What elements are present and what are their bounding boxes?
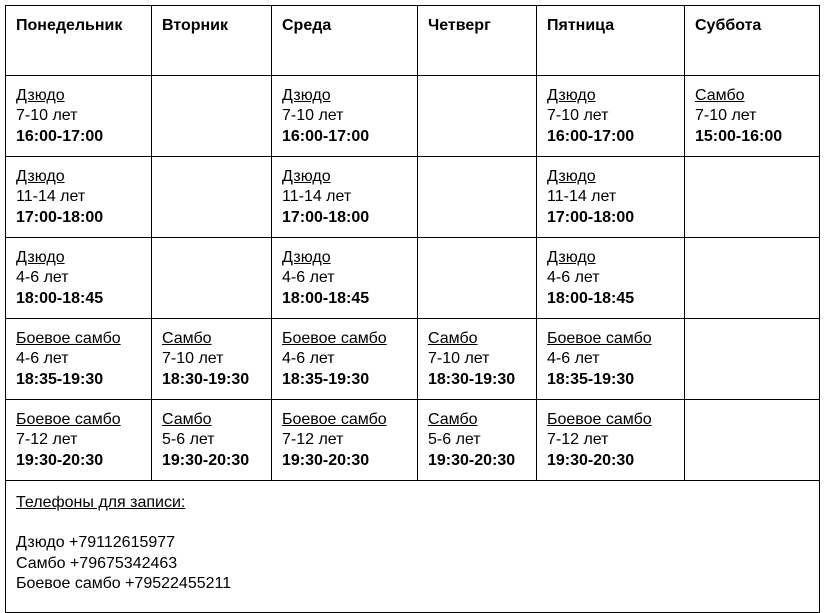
class-sport: Боевое самбо [547, 330, 652, 347]
day-header-monday: Понедельник [6, 6, 152, 76]
class-time: 19:30-20:30 [428, 451, 516, 469]
class-cell [537, 238, 685, 319]
class-age-group: 5-6 лет [162, 431, 215, 449]
class-cell [272, 157, 418, 238]
empty-cell [685, 157, 820, 238]
phones-title: Телефоны для записи: [16, 494, 186, 511]
class-time: 17:00-18:00 [547, 208, 635, 226]
class-sport: Дзюдо [547, 249, 596, 266]
class-time: 16:00-17:00 [16, 127, 104, 145]
class-time: 18:30-19:30 [428, 370, 516, 388]
class-cell [272, 238, 418, 319]
class-sport: Самбо [428, 411, 478, 428]
schedule-table [5, 5, 820, 613]
class-cell [272, 76, 418, 157]
empty-cell [685, 238, 820, 319]
empty-cell [418, 238, 537, 319]
class-age-group: 7-12 лет [547, 431, 609, 449]
class-cell [152, 400, 272, 481]
class-cell [6, 76, 152, 157]
class-sport: Дзюдо [282, 87, 331, 104]
class-time: 19:30-20:30 [547, 451, 635, 469]
class-age-group: 5-6 лет [428, 431, 481, 449]
class-sport: Дзюдо [16, 249, 65, 266]
class-age-group: 7-10 лет [282, 107, 344, 125]
class-sport: Самбо [162, 330, 212, 347]
class-age-group: 4-6 лет [547, 350, 600, 368]
class-sport: Самбо [162, 411, 212, 428]
class-cell [272, 400, 418, 481]
class-time: 18:30-19:30 [162, 370, 250, 388]
class-age-group: 7-10 лет [162, 350, 224, 368]
class-sport: Дзюдо [282, 249, 331, 266]
phone-combat-sambo: Боевое самбо +79522455211 [16, 574, 232, 592]
class-sport: Дзюдо [16, 168, 65, 185]
class-age-group: 4-6 лет [282, 269, 335, 287]
header-row [6, 6, 820, 76]
day-header-tuesday: Вторник [152, 6, 272, 76]
class-cell [418, 319, 537, 400]
class-cell [6, 238, 152, 319]
contact-phones [6, 481, 820, 613]
class-age-group: 11-14 лет [282, 188, 352, 206]
schedule-row [6, 157, 820, 238]
empty-cell [685, 400, 820, 481]
class-sport: Боевое самбо [16, 411, 121, 428]
class-sport: Дзюдо [547, 87, 596, 104]
class-cell [537, 76, 685, 157]
empty-cell [152, 238, 272, 319]
footer-row [6, 481, 820, 613]
class-age-group: 7-12 лет [16, 431, 78, 449]
class-cell [272, 319, 418, 400]
class-time: 18:35-19:30 [282, 370, 370, 388]
class-cell [6, 319, 152, 400]
schedule-body [6, 76, 820, 481]
empty-cell [152, 157, 272, 238]
class-time: 18:00-18:45 [282, 289, 370, 307]
spacer [16, 513, 813, 533]
day-header-friday: Пятница [537, 6, 685, 76]
class-cell [537, 400, 685, 481]
schedule-row [6, 76, 820, 157]
class-age-group: 7-10 лет [428, 350, 490, 368]
class-sport: Боевое самбо [282, 330, 387, 347]
phone-sambo: Самбо +79675342463 [16, 554, 178, 572]
class-time: 19:30-20:30 [282, 451, 370, 469]
class-time: 18:35-19:30 [16, 370, 104, 388]
class-sport: Боевое самбо [16, 330, 121, 347]
class-sport: Боевое самбо [547, 411, 652, 428]
class-age-group: 7-10 лет [695, 107, 757, 125]
class-age-group: 11-14 лет [547, 188, 617, 206]
schedule-row [6, 400, 820, 481]
class-time: 19:30-20:30 [16, 451, 104, 469]
class-sport: Дзюдо [547, 168, 596, 185]
day-header-saturday: Суббота [685, 6, 820, 76]
class-time: 15:00-16:00 [695, 127, 783, 145]
class-sport: Самбо [428, 330, 478, 347]
class-time: 17:00-18:00 [282, 208, 370, 226]
day-header-wednesday: Среда [272, 6, 418, 76]
class-sport: Дзюдо [16, 87, 65, 104]
class-cell [6, 157, 152, 238]
schedule-row [6, 319, 820, 400]
schedule-row [6, 238, 820, 319]
class-age-group: 4-6 лет [16, 350, 69, 368]
phone-judo: Дзюдо +79112615977 [16, 534, 176, 552]
class-time: 16:00-17:00 [282, 127, 370, 145]
class-cell [537, 157, 685, 238]
class-cell [685, 76, 820, 157]
class-time: 19:30-20:30 [162, 451, 250, 469]
empty-cell [418, 76, 537, 157]
class-time: 18:00-18:45 [16, 289, 104, 307]
class-age-group: 4-6 лет [282, 350, 335, 368]
class-sport: Самбо [695, 87, 745, 104]
class-age-group: 4-6 лет [16, 269, 69, 287]
class-age-group: 7-12 лет [282, 431, 344, 449]
class-time: 17:00-18:00 [16, 208, 104, 226]
class-sport: Боевое самбо [282, 411, 387, 428]
class-cell [152, 319, 272, 400]
class-sport: Дзюдо [282, 168, 331, 185]
class-age-group: 11-14 лет [16, 188, 86, 206]
class-age-group: 4-6 лет [547, 269, 600, 287]
class-cell [537, 319, 685, 400]
day-header-thursday: Четверг [418, 6, 537, 76]
class-cell [6, 400, 152, 481]
empty-cell [418, 157, 537, 238]
empty-cell [685, 319, 820, 400]
class-time: 18:00-18:45 [547, 289, 635, 307]
class-age-group: 7-10 лет [16, 107, 78, 125]
class-age-group: 7-10 лет [547, 107, 609, 125]
class-time: 16:00-17:00 [547, 127, 635, 145]
empty-cell [152, 76, 272, 157]
class-cell [418, 400, 537, 481]
class-time: 18:35-19:30 [547, 370, 635, 388]
